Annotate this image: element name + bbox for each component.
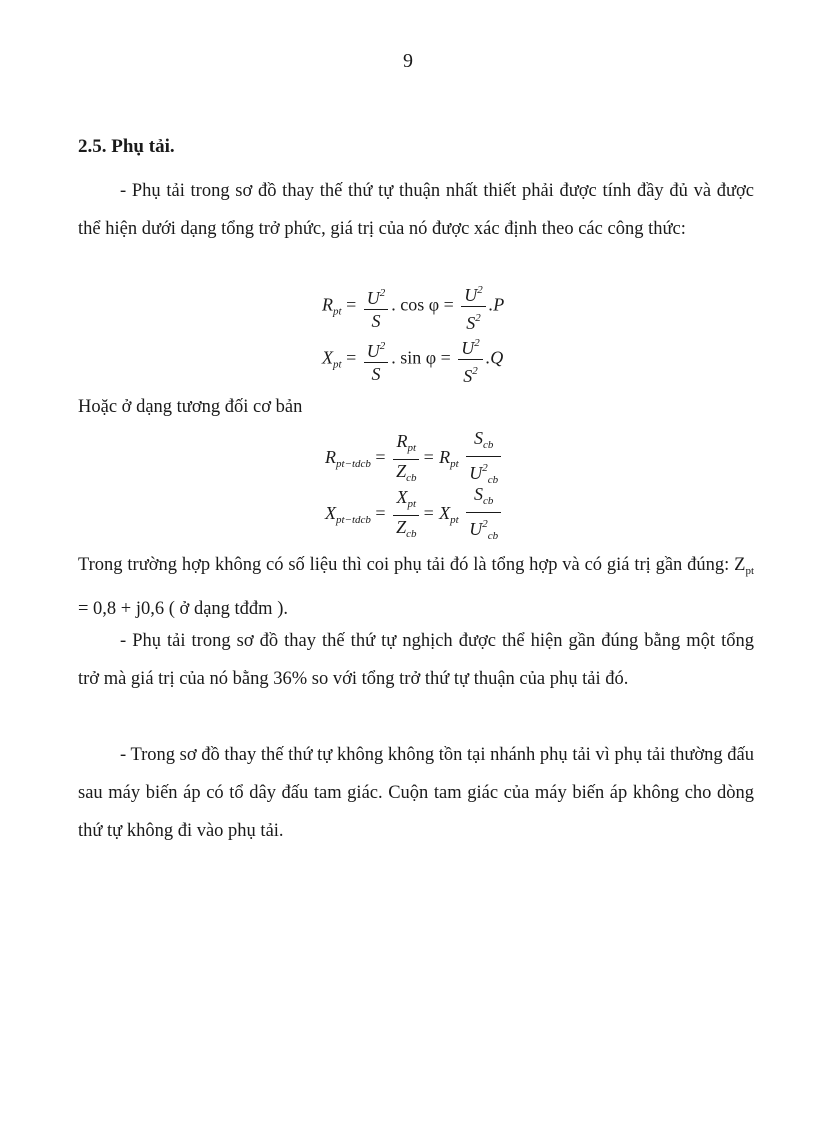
paragraph-negative-sequence: - Phụ tải trong sơ đồ thay thế thứ tự nghịch được thể hiện gần đúng bằng một tổng trở mà giá trị của nó bằng 36% so với tổng trở thứ tự thuận của phụ tải đó. (78, 631, 754, 689)
paragraph-positive-sequence: - Phụ tải trong sơ đồ thay thế thứ tự thuận nhất thiết phải được tính đầy đủ và được thể hiện dưới dạng tổng trở phức, giá trị của nó được xác định theo các công thức: (78, 181, 754, 239)
paragraph-relative-base: Hoặc ở dạng tương đối cơ bản (78, 397, 303, 417)
formula-r-pt: $R_{pt}$ = $\frac{U^2}{S}$ . cos φ = $\frac{U^2}{S^2}$ .P (322, 280, 504, 333)
formula-x-pt-tdcb: $X_{pt-tdcb}$ = $\frac{X_{pt}}{Z_{cb}}$ = $X_{pt}$ $\frac{S_{cb}}{U^2_{cb}}$ (325, 484, 504, 546)
paragraph-no-data-case: Trong trường hợp không có số liệu thì coi phụ tải đó là tổng hợp và có giá trị gần đúng: $Z_{pt} = 0,8 + j0,6$ ( ở dạng tđđm ). (78, 555, 754, 619)
page-number: 9 (403, 50, 413, 72)
z-pt-formula: $Z_{pt} = 0,8 + j0,6$ (78, 555, 754, 619)
formula-r-pt-tdcb: $R_{pt-tdcb}$ = $\frac{R_{pt}}{Z_{cb}}$ = $R_{pt}$ $\frac{S_{cb}}{U^2_{cb}}$ (325, 428, 504, 490)
formula-x-pt: $X_{pt}$ = $\frac{U^2}{S}$ . sin φ = $\frac{U^2}{S^2}$ .Q (322, 333, 503, 386)
section-heading: 2.5. Phụ tải. (78, 136, 175, 157)
paragraph-zero-sequence: - Trong sơ đồ thay thế thứ tự không không tồn tại nhánh phụ tải vì phụ tải thường đấu sau máy biến áp có tổ dây đấu tam giác. Cuộn tam giác của máy biến áp không cho dòng thứ tự không đi vào phụ tải. (78, 745, 754, 841)
